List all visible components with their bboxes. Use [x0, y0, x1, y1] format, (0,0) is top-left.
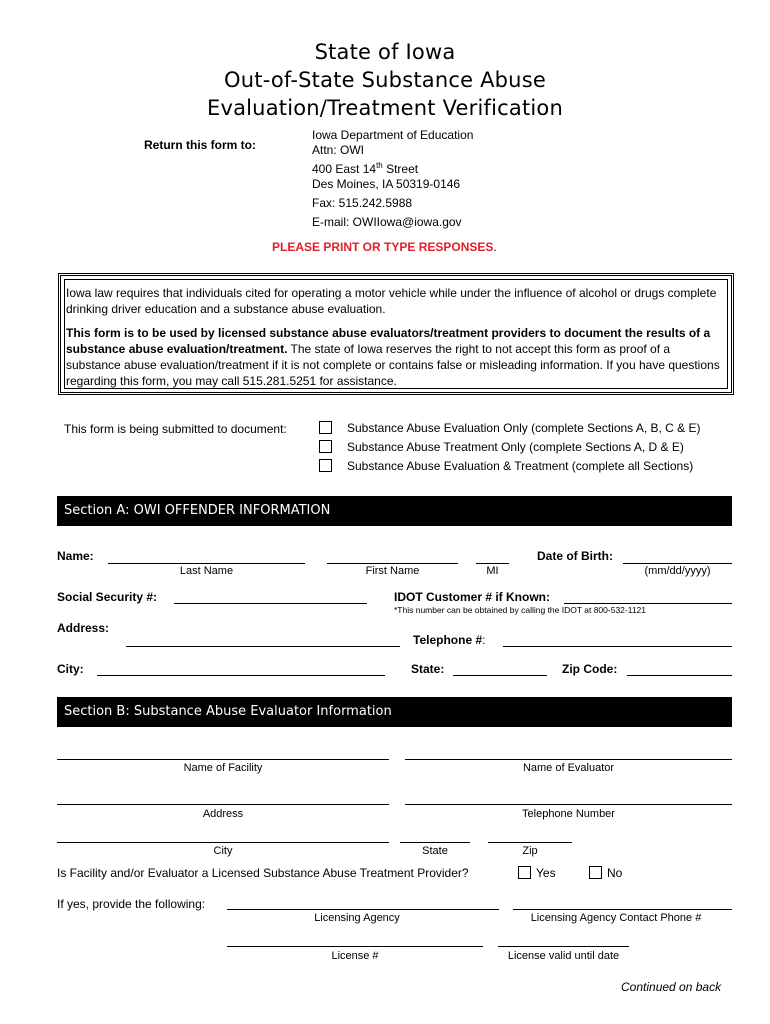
form-subtitle-1: Out-of-State Substance Abuse	[224, 68, 546, 92]
last-name-caption: Last Name	[179, 565, 234, 577]
return-line-4: Des Moines, IA 50319-0146	[312, 177, 461, 191]
dob-label: Date of Birth:	[537, 549, 613, 563]
print-instruction-period: .	[493, 240, 497, 254]
licensed-no-checkbox[interactable]	[589, 866, 602, 879]
first-name-caption: First Name	[365, 565, 420, 577]
notice-box	[58, 273, 734, 395]
submit-label: This form is being submitted to document:	[64, 422, 287, 436]
notice-paragraph-1: Iowa law requires that individuals cited for operating a motor vehicle while under the influence of alcohol or drugs complete drinking driver education and a substance abuse evaluation.	[66, 286, 717, 316]
idot-field[interactable]	[564, 603, 732, 604]
option-both-label: Substance Abuse Evaluation & Treatment (complete all Sections)	[347, 459, 694, 473]
print-instruction-text: PLEASE PRINT OR TYPE RESPONSES	[272, 240, 494, 254]
section-a-header: Section A: OWI OFFENDER INFORMATION	[57, 496, 732, 526]
state-label: State:	[411, 662, 445, 676]
facility-phone-field[interactable]	[405, 804, 732, 805]
first-name-field[interactable]	[327, 563, 458, 564]
licensed-yes-checkbox[interactable]	[518, 866, 531, 879]
facility-city-field[interactable]	[57, 842, 389, 843]
street-number: 400 East 14	[312, 162, 377, 176]
return-address	[312, 128, 473, 230]
city-field[interactable]	[97, 675, 385, 676]
dob-field[interactable]	[623, 563, 732, 564]
section-b-header: Section B: Substance Abuse Evaluator Information	[57, 697, 732, 727]
option-evaluation-label: Substance Abuse Evaluation Only (complete Sections A, B, C & E)	[347, 421, 701, 435]
telephone-field[interactable]	[503, 646, 732, 647]
name-label: Name:	[57, 549, 94, 563]
return-email: E-mail: OWIIowa@iowa.gov	[312, 215, 462, 229]
facility-address-caption: Address	[202, 808, 244, 820]
last-name-field[interactable]	[108, 563, 305, 564]
state-field[interactable]	[453, 675, 547, 676]
licensing-phone-field[interactable]	[513, 909, 732, 910]
facility-state-caption: State	[422, 845, 448, 857]
facility-zip-caption: Zip	[522, 845, 538, 857]
form-subtitle-2: Evaluation/Treatment Verification	[206, 96, 563, 120]
zip-label: Zip Code:	[562, 662, 618, 676]
facility-name-caption: Name of Facility	[183, 762, 263, 774]
idot-note: *This number can be obtained by calling the IDOT at 800-532-1121	[394, 605, 647, 615]
if-yes-label: If yes, provide the following:	[57, 897, 206, 911]
print-instruction	[272, 240, 497, 254]
ssn-field[interactable]	[174, 603, 367, 604]
idot-label: IDOT Customer # if Known:	[394, 590, 550, 604]
licensing-agency-field[interactable]	[227, 909, 499, 910]
mi-field[interactable]	[476, 563, 509, 564]
street-suffix: th	[376, 161, 383, 170]
return-line-1: Iowa Department of Education	[312, 128, 474, 142]
address-field[interactable]	[126, 646, 400, 647]
facility-phone-caption: Telephone Number	[522, 808, 615, 820]
telephone-label-wrap	[413, 633, 485, 647]
evaluator-name-field[interactable]	[405, 759, 732, 760]
licensed-yes-label: Yes	[536, 866, 556, 880]
address-label: Address:	[57, 621, 110, 635]
form-title: State of Iowa	[314, 40, 456, 64]
facility-city-caption: City	[213, 845, 233, 857]
licensing-phone-caption: Licensing Agency Contact Phone #	[530, 912, 702, 924]
return-fax: Fax: 515.242.5988	[312, 196, 413, 210]
street-name: Street	[382, 162, 419, 176]
licensed-no-label: No	[607, 866, 623, 880]
option-evaluation-checkbox[interactable]	[319, 421, 332, 434]
facility-address-field[interactable]	[57, 804, 389, 805]
licensing-agency-caption: Licensing Agency	[314, 912, 400, 924]
license-number-field[interactable]	[227, 946, 483, 947]
notice-rest-text: The state of Iowa reserves the right to not accept this form as proof of a substance abuse evaluation/treatment if it is not complete or contains false or misleading information. If you have questions regarding this form, you may call 515.281.5251 for assistance.	[66, 342, 720, 388]
option-treatment-label: Substance Abuse Treatment Only (complete Sections A, D & E)	[347, 440, 684, 454]
notice-paragraph-2	[66, 325, 726, 389]
option-both-checkbox[interactable]	[319, 459, 332, 472]
notice-bold-text: This form is to be used by licensed substance abuse evaluators/treatment providers to document the results of a substance abuse evaluation/treatment.	[66, 326, 711, 356]
license-valid-caption: License valid until date	[507, 950, 620, 962]
evaluator-name-caption: Name of Evaluator	[522, 762, 615, 774]
licensed-question: Is Facility and/or Evaluator a Licensed Substance Abuse Treatment Provider?	[57, 866, 469, 880]
facility-state-field[interactable]	[400, 842, 470, 843]
ssn-label: Social Security #:	[57, 590, 158, 604]
return-to-label: Return this form to:	[144, 138, 256, 152]
telephone-colon: :	[482, 633, 486, 647]
mi-caption: MI	[486, 565, 499, 577]
option-treatment-checkbox[interactable]	[319, 440, 332, 453]
facility-name-field[interactable]	[57, 759, 389, 760]
zip-field[interactable]	[627, 675, 732, 676]
continued-on-back: Continued on back	[621, 980, 722, 994]
dob-format-caption: (mm/dd/yyyy)	[644, 565, 711, 577]
return-line-2: Attn: OWI	[312, 143, 365, 157]
return-line-3	[312, 158, 473, 177]
license-number-caption: License #	[331, 950, 379, 962]
telephone-label: Telephone #	[413, 633, 483, 647]
facility-zip-field[interactable]	[488, 842, 572, 843]
city-label: City:	[57, 662, 84, 676]
license-valid-field[interactable]	[498, 946, 629, 947]
